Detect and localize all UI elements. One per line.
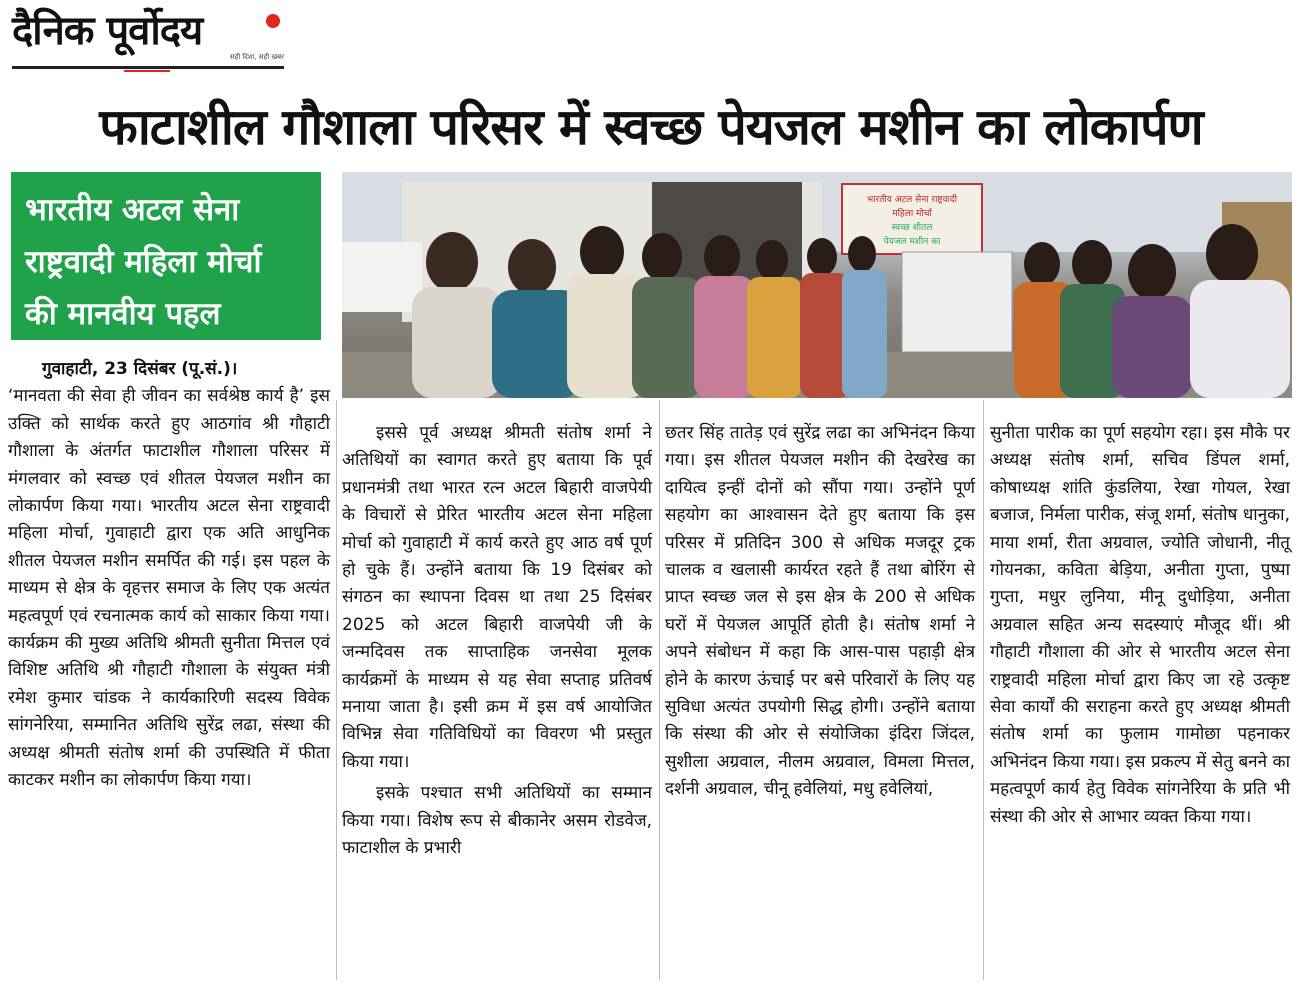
dateline: गुवाहाटी, 23 दिसंबर (पू.सं.)। [42, 359, 238, 379]
masthead-rule [12, 66, 284, 69]
newspaper-name: दैनिक पूर्वोदय [12, 8, 203, 54]
banner-line-4: पेयजल मशीन का [883, 237, 941, 247]
column-1-text: ‘मानवता की सेवा ही जीवन का सर्वश्रेष्ठ कार्य है’ इस उक्ति को सार्थक करते हुए आठगांव श्री गौहाटी गौशाला के अंतर्गत फाटाशील गौशाला परिसर में मंगलवार को स्वच्छ एवं शीतल पेयजल मशीन का लोकार्पण किया गया। भारतीय अटल सेना राष्ट्रवादी महिला मोर्चा, गुवाहाटी द्वारा एक अति आधुनिक शीतल पेयजल मशीन समर्पित की गई। इस पहल के माध्यम से क्षेत्र के वृहत्तर समाज के लिए एक अत्यंत महत्वपूर्ण एवं रचनात्मक कार्य को साकार किया गया।कार्यक्रम की मुख्य अतिथि श्रीमती सुनीता मित्तल एवं विशिष्ट अतिथि श्री गौहाटी गौशाला के संयुक्त मंत्री रमेश कुमार चांडक ने कार्यकारिणी सदस्य विवेक सांगनेरिया, सम्मानित अतिथि सुरेंद्र लढा, संस्था की अध्यक्ष श्रीमती संतोष शर्मा की उपस्थिति में फीता काटकर मशीन का लोकार्पण किया गया। [8, 386, 330, 791]
banner-line-3: स्वच्छ शीतल [891, 223, 933, 233]
group-photo [342, 172, 1292, 398]
subhead-line-2: राष्ट्रवादी महिला मोर्चा [25, 244, 262, 280]
subhead-line-3: की मानवीय पहल [25, 296, 221, 332]
people-group [412, 224, 1290, 398]
column-2-paragraph-1: इससे पूर्व अध्यक्ष श्रीमती संतोष शर्मा ने अतिथियों का स्वागत करते हुए बताया कि पूर्व प्रधानमंत्री तथा भारत रत्न अटल बिहारी वाजपेयी के विचारों से प्रेरित भारतीय अटल सेना महिला मोर्चा को गुवाहाटी में कार्य करते हुए आठ वर्ष पूर्ण हो चुके हैं। उन्होंने बताया कि 19 दिसंबर को संगठन का स्थापना दिवस था तथा 25 दिसंबर 2025 को अटल बिहारी वाजपेयी जी के जन्मदिवस तक साप्ताहिक जनसेवा मूलक कार्यक्रमों के माध्यम से यह सेवा सप्ताह प्रतिवर्ष मनाया जाता है। इसी क्रम में इस वर्ष आयोजित विभिन्न सेवा गतिविधियों का विवरण भी प्रस्तुत किया गया। [342, 423, 652, 772]
subhead-box [11, 172, 321, 340]
newspaper-tagline: सही दिशा, सही खबर [229, 53, 284, 61]
article-headline: फाटाशील गौशाला परिसर में स्वच्छ पेयजल मशीन का लोकार्पण [99, 98, 1203, 156]
masthead-red-dot [266, 14, 280, 28]
article-column-2 [342, 420, 652, 863]
article-column-1 [8, 356, 330, 795]
column-rule-2 [659, 400, 660, 980]
column-rule-1 [336, 400, 337, 980]
group-photo-illustration [342, 172, 1292, 398]
masthead [12, 6, 284, 72]
column-3-text: छतर सिंह तातेड़ एवं सुरेंद्र लढा का अभिनंदन किया गया। इस शीतल पेयजल मशीन की देखरेख का दायित्व इन्हीं दोनों को सौंपा गया। उन्होंने पूर्ण सहयोग का आश्वासन देते हुए बताया कि इस परिसर में प्रतिदिन 300 से अधिक मजदूर ट्रक चालक व खलासी कार्यरत रहते हैं तथा बोरिंग से प्राप्त स्वच्छ जल से इस क्षेत्र के 200 से अधिक घरों में पेयजल आपूर्ति होती है। संतोष शर्मा ने अपने संबोधन में कहा कि आस-पास पहाड़ी क्षेत्र होने के कारण ऊंचाई पर बसे परिवारों के लिए यह सुविधा अत्यंत उपयोगी सिद्ध होगी। उन्होंने बताया कि संस्था की ओर से संयोजिका इंदिरा जिंदल, सुशीला अग्रवाल, नीलम अग्रवाल, विमला मित्तल, दर्शनी अग्रवाल, चीनू हवेलियां, मधु हवेलियां, [665, 423, 975, 800]
subhead-line-1: भारतीय अटल सेना [25, 192, 240, 228]
article-column-4 [990, 420, 1290, 831]
banner-line-2: महिला मोर्चा [892, 209, 932, 219]
column-2-paragraph-2: इसके पश्चात सभी अतिथियों का सम्मान किया गया। विशेष रूप से बीकानेर असम रोडवेज, फाटाशील के प्रभारी [342, 783, 652, 859]
column-4-text: सुनीता पारीक का पूर्ण सहयोग रहा। इस मौके पर अध्यक्ष संतोष शर्मा, सचिव डिंपल शर्मा, कोषाध्यक्ष शांति कुंडलिया, रेखा गोयल, रेखा बजाज, निर्मला पारीक, संजू शर्मा, संतोष धानुका, माया शर्मा, रीता अग्रवाल, ज्योति जोधानी, नीतू गोयनका, कविता बेड़िया, अनीता गुप्ता, पुष्पा गुप्ता, मधुर लुनिया, मीनू दुधोड़िया, अनीता अग्रवाल सहित अन्य सदस्याएं मौजूद थीं। श्री गौहाटी गौशाला की ओर से भारतीय अटल सेना राष्ट्रवादी महिला मोर्चा द्वारा किए जा रहे उत्कृष्ट सेवा कार्यों की सराहना करते हुए अध्यक्ष श्रीमती संतोष शर्मा का फुलाम गामोछा पहनाकर अभिनंदन किया गया। इस प्रकल्प में सेतु बनने का महत्वपूर्ण कार्य हेतु विवेक सांगनेरिया के प्रति भी संस्था की ओर से आभार व्यक्त किया गया। [990, 423, 1290, 827]
banner-line-1: भारतीय अटल सेना राष्ट्रवादी [866, 195, 958, 205]
article-column-3 [665, 420, 975, 804]
masthead-red-bar [124, 70, 170, 72]
column-rule-3 [983, 400, 984, 980]
